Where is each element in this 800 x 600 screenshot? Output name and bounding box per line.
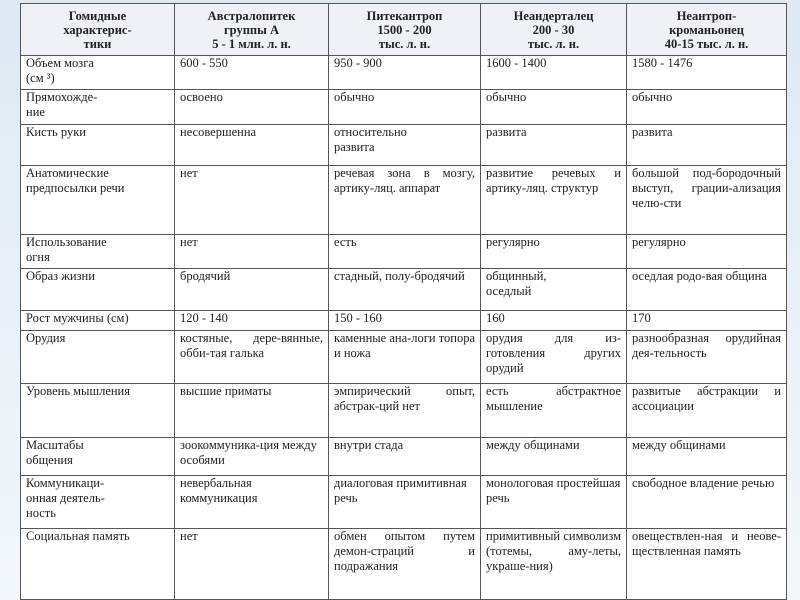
- table-row: [21, 330, 787, 383]
- row-label: Образ жизни: [21, 269, 175, 311]
- table-row: [21, 383, 787, 437]
- cell-pithecanthropus: 950 - 900: [329, 56, 481, 90]
- cell-pithecanthropus: диалоговая примитивная речь: [329, 476, 481, 529]
- cell-neanderthal: 1600 - 1400: [481, 56, 627, 90]
- cell-neanderthal: монологовая простейшая речь: [481, 476, 627, 529]
- cell-australopithecus: 120 - 140: [175, 310, 329, 330]
- cell-pithecanthropus: стадный, полу-бродячий: [329, 269, 481, 311]
- row-label: Анатомические предпосылки речи: [21, 166, 175, 235]
- table-row: [21, 310, 787, 330]
- header-australopithecus: Австралопитек группы А 5 - 1 млн. л. н.: [175, 4, 329, 56]
- row-label: Масштабы общения: [21, 437, 175, 475]
- table-header-row: [21, 4, 787, 56]
- header-neanderthal: Неандерталец 200 - 30 тыс. л. н.: [481, 4, 627, 56]
- row-label: Социальная память: [21, 529, 175, 600]
- cell-cro-magnon: 170: [627, 310, 787, 330]
- cell-australopithecus: бродячий: [175, 269, 329, 311]
- hominid-comparison-table: [20, 3, 787, 600]
- cell-australopithecus: освоено: [175, 90, 329, 124]
- cell-australopithecus: нет: [175, 234, 329, 268]
- row-label: Объем мозга (см ³): [21, 56, 175, 90]
- table-row: [21, 166, 787, 235]
- table-row: [21, 90, 787, 124]
- row-label: Использование огня: [21, 234, 175, 268]
- header-pithecanthropus: Питекантроп 1500 - 200 тыс. л. н.: [329, 4, 481, 56]
- cell-neanderthal: между общинами: [481, 437, 627, 475]
- cell-pithecanthropus: обычно: [329, 90, 481, 124]
- cell-cro-magnon: обычно: [627, 90, 787, 124]
- cell-cro-magnon: разнообразная орудийная дея-тельность: [627, 330, 787, 383]
- table-row: [21, 437, 787, 475]
- cell-cro-magnon: 1580 - 1476: [627, 56, 787, 90]
- cell-neanderthal: развитие речевых и артику-ляц. структур: [481, 166, 627, 235]
- cell-pithecanthropus: есть: [329, 234, 481, 268]
- table-row: [21, 234, 787, 268]
- cell-neanderthal: есть абстрактное мышление: [481, 383, 627, 437]
- cell-pithecanthropus: внутри стада: [329, 437, 481, 475]
- cell-australopithecus: зоокоммуника-ция между особями: [175, 437, 329, 475]
- cell-cro-magnon: между общинами: [627, 437, 787, 475]
- cell-cro-magnon: оседлая родо-вая община: [627, 269, 787, 311]
- cell-neanderthal: развита: [481, 124, 627, 166]
- cell-cro-magnon: развита: [627, 124, 787, 166]
- table-row: [21, 56, 787, 90]
- cell-neanderthal: примитивный символизм (тотемы, аму-леты, украше-ния): [481, 529, 627, 600]
- table-row: [21, 269, 787, 311]
- cell-neanderthal: обычно: [481, 90, 627, 124]
- cell-neanderthal: общинный, оседлый: [481, 269, 627, 311]
- header-characteristics: Гомидные характерис- тики: [21, 4, 175, 56]
- cell-cro-magnon: большой под-бородочный выступ, грации-ализация челю-сти: [627, 166, 787, 235]
- cell-australopithecus: нет: [175, 529, 329, 600]
- table-row: [21, 476, 787, 529]
- cell-australopithecus: нет: [175, 166, 329, 235]
- row-label: Орудия: [21, 330, 175, 383]
- row-label: Уровень мышления: [21, 383, 175, 437]
- cell-australopithecus: несовершенна: [175, 124, 329, 166]
- cell-pithecanthropus: 150 - 160: [329, 310, 481, 330]
- cell-pithecanthropus: относительно развита: [329, 124, 481, 166]
- row-label: Коммуникаци- онная деятель- ность: [21, 476, 175, 529]
- table-row: [21, 529, 787, 600]
- cell-pithecanthropus: эмпирический опыт, абстрак-ций нет: [329, 383, 481, 437]
- row-label: Кисть руки: [21, 124, 175, 166]
- table-row: [21, 124, 787, 166]
- cell-australopithecus: невербальная коммуникация: [175, 476, 329, 529]
- cell-cro-magnon: регулярно: [627, 234, 787, 268]
- cell-cro-magnon: овеществлен-ная и неове-ществленная память: [627, 529, 787, 600]
- cell-pithecanthropus: каменные ана-логи топора и ножа: [329, 330, 481, 383]
- row-label: Прямохожде- ние: [21, 90, 175, 124]
- cell-australopithecus: высшие приматы: [175, 383, 329, 437]
- cell-cro-magnon: развитые абстракции и ассоциации: [627, 383, 787, 437]
- cell-neanderthal: орудия для из-готовления других орудий: [481, 330, 627, 383]
- cell-cro-magnon: свободное владение речью: [627, 476, 787, 529]
- cell-neanderthal: регулярно: [481, 234, 627, 268]
- row-label: Рост мужчины (см): [21, 310, 175, 330]
- header-cro-magnon: Неантроп- кроманьонец 40-15 тыс. л. н.: [627, 4, 787, 56]
- cell-pithecanthropus: речевая зона в мозгу, артику-ляц. аппарат: [329, 166, 481, 235]
- cell-pithecanthropus: обмен опытом путем демон-страций и подражания: [329, 529, 481, 600]
- cell-australopithecus: 600 - 550: [175, 56, 329, 90]
- cell-australopithecus: костяные, дере-вянные, обби-тая галька: [175, 330, 329, 383]
- cell-neanderthal: 160: [481, 310, 627, 330]
